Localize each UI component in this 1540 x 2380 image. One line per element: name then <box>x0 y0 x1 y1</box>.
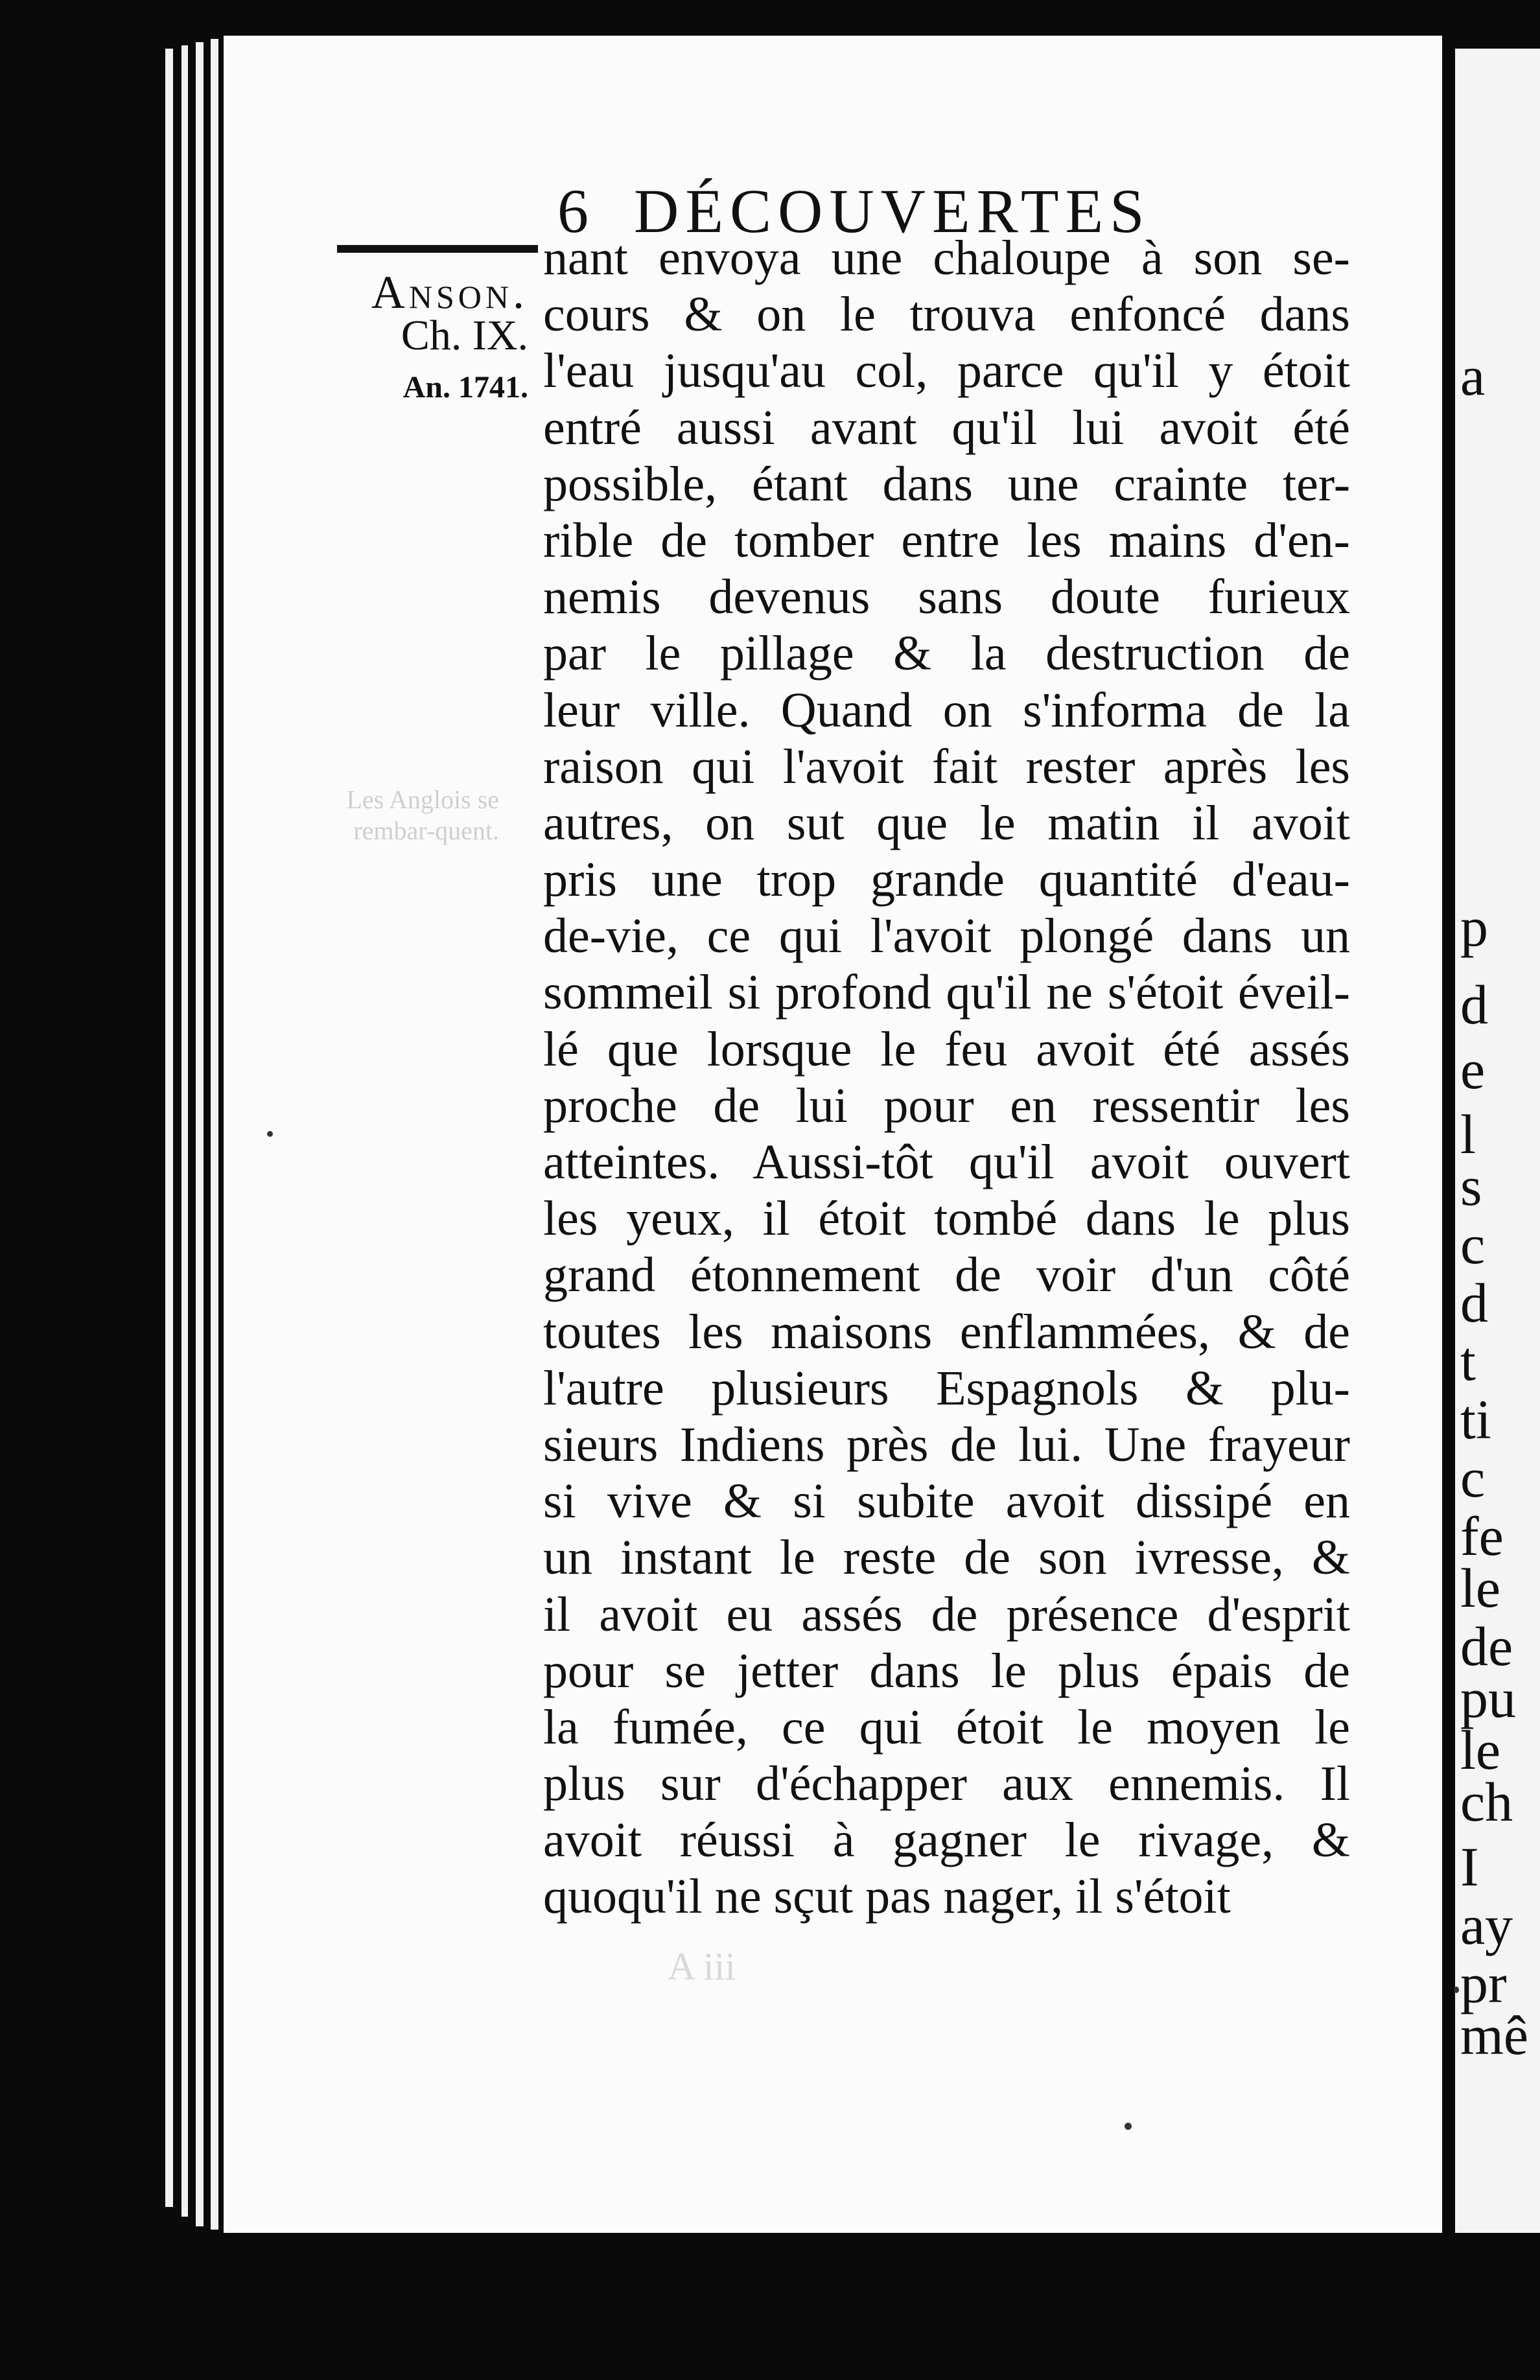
text-line: l'eau jusqu'au col, parce qu'il y étoit <box>543 344 1350 399</box>
text-line: de-vie, ce qui l'avoit plongé dans un <box>543 909 1350 964</box>
text-line: leur ville. Quand on s'informa de la <box>543 682 1350 738</box>
text-line: avoit réussi à gagner le rivage, & <box>543 1813 1350 1868</box>
facing-page-letter: s <box>1460 1155 1482 1217</box>
facing-page-fragment <box>1455 49 1540 2233</box>
text-line: autres, on sut que le matin il avoit <box>543 795 1350 850</box>
margin-note-chapter: Ch. IX. <box>401 312 528 359</box>
facing-page-letter: de <box>1460 1615 1513 1677</box>
text-line: l'autre plusieurs Espagnols & plu- <box>543 1360 1350 1416</box>
facing-page-letter: le <box>1460 1557 1501 1619</box>
page-stack-edge <box>211 39 218 2230</box>
body-text <box>543 230 1350 1926</box>
bleed-through-catchword: A iii <box>668 1945 736 1988</box>
text-line: proche de lui pour en ressentir les <box>543 1078 1350 1133</box>
text-line: nemis devenus sans doute furieux <box>543 570 1350 625</box>
speck <box>267 1131 273 1137</box>
margin-note-year: An. 1741. <box>402 370 528 404</box>
facing-page-letter: ti <box>1460 1388 1491 1451</box>
text-line: les yeux, il étoit tombé dans le plus <box>543 1191 1350 1246</box>
text-line: si vive & si subite avoit dissipé en <box>543 1474 1350 1529</box>
page-stack-edge <box>165 49 173 2207</box>
text-line: pris une trop grande quantité d'eau- <box>543 852 1350 907</box>
facing-page-letter: a <box>1460 345 1486 407</box>
running-title: DÉCOUVERTES <box>634 176 1151 246</box>
margin-note-author: Anson. <box>371 266 528 318</box>
text-line: sommeil si profond qu'il ne s'étoit éveil- <box>543 965 1350 1020</box>
text-line: la fumée, ce qui étoit le moyen le <box>543 1699 1350 1755</box>
facing-page-letter: I <box>1460 1836 1479 1898</box>
facing-page-letter: c <box>1460 1213 1486 1276</box>
text-line: possible, étant dans une crainte ter- <box>543 456 1350 511</box>
facing-page-letter: t <box>1460 1330 1476 1392</box>
text-line: un instant le reste de son ivresse, & <box>543 1530 1350 1585</box>
facing-page-letter: e <box>1460 1038 1486 1101</box>
facing-page-letter: p <box>1460 896 1488 958</box>
facing-page-letter: d <box>1460 1272 1488 1334</box>
facing-page-letter: d <box>1460 974 1488 1036</box>
text-line: rible de tomber entre les mains d'en- <box>543 513 1350 568</box>
facing-page-letter: mê <box>1460 2004 1529 2066</box>
bleed-through-note: Les Anglois se rembar-quent. <box>346 785 499 845</box>
text-line: entré aussi avant qu'il lui avoit été <box>543 400 1350 455</box>
page-stack-edge <box>196 42 204 2226</box>
text-line: grand étonnement de voir d'un côté <box>543 1248 1350 1303</box>
text-line: nant envoya une chaloupe à son se- <box>543 231 1350 285</box>
head-rule <box>337 245 538 253</box>
facing-page-letter: ay <box>1460 1894 1513 1956</box>
text-line: il avoit eu assés de présence d'esprit <box>543 1587 1350 1642</box>
text-line: toutes les maisons enflammées, & de <box>543 1304 1350 1359</box>
text-line: par le pillage & la destruction de <box>543 626 1350 681</box>
speck <box>1454 1987 1459 1993</box>
facing-page-letter: l <box>1460 1103 1476 1165</box>
text-line: plus sur d'échapper aux ennemis. Il <box>543 1756 1350 1812</box>
speck <box>1125 2123 1132 2130</box>
text-line: pour se jetter dans le plus épais de <box>543 1643 1350 1698</box>
facing-page-letter: c <box>1460 1447 1486 1509</box>
facing-page-letter: pr <box>1460 1952 1507 2014</box>
facing-page-letter: le <box>1460 1719 1501 1781</box>
text-line: lé que lorsque le feu avoit été assés <box>543 1021 1350 1077</box>
facing-page-letter: fe <box>1460 1505 1504 1567</box>
facing-page-letter: pu <box>1460 1667 1516 1729</box>
text-line: atteintes. Aussi-tôt qu'il avoit ouvert <box>543 1135 1350 1189</box>
facing-page-letter: ch <box>1460 1771 1513 1833</box>
text-line: sieurs Indiens près de lui. Une frayeur <box>543 1417 1350 1472</box>
text-line: quoqu'il ne sçut pas nager, il s'étoit <box>543 1869 1231 1924</box>
page-stack-edge <box>181 45 188 2217</box>
text-line: raison qui l'avoit fait rester après les <box>543 739 1350 794</box>
page-number: 6 <box>557 176 595 246</box>
text-line: cours & on le trouva enfoncé dans <box>543 287 1350 342</box>
